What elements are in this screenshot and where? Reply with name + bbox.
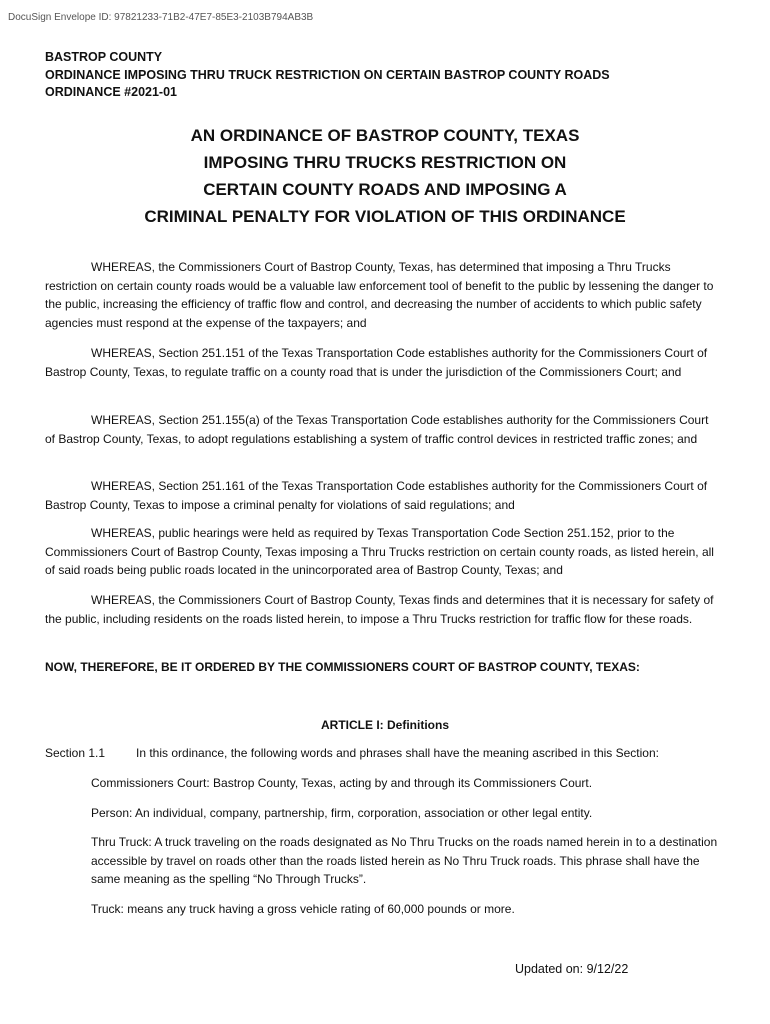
section-number: Section 1.1	[45, 746, 106, 760]
whereas-paragraph-6: WHEREAS, the Commissioners Court of Bastrop County, Texas finds and determines that it is necessary for safety of the public, including residents on the roads listed herein, to impose a Thru Trucks restriction for traffic flow for these roads.	[45, 593, 714, 626]
header-ordinance-number: ORDINANCE #2021-01	[45, 85, 177, 99]
whereas-paragraph-1: WHEREAS, the Commissioners Court of Bastrop County, Texas, has determined that imposing a Thru Trucks restriction on certain county roads would be a valuable law enforcement tool of benefit to the public by lessening the danger to the public, increasing the efficiency of traffic flow and control, and decreasing the number of accidents to which public safety agencies must respond at the expense of the taxpayers; and	[45, 260, 714, 330]
whereas-paragraph-3: WHEREAS, Section 251.155(a) of the Texas Transportation Code establishes authority for the Commissioners Court of Bastrop County, Texas, to adopt regulations establishing a system of traffic control devices in restricted traffic zones; and	[45, 413, 709, 446]
header-ordinance-subject: ORDINANCE IMPOSING THRU TRUCK RESTRICTION ON CERTAIN BASTROP COUNTY ROADS	[45, 67, 610, 82]
now-therefore-statement: NOW, THEREFORE, BE IT ORDERED BY THE COMMISSIONERS COURT OF BASTROP COUNTY, TEXAS:	[45, 660, 640, 674]
title-line-3: CERTAIN COUNTY ROADS AND IMPOSING A	[203, 180, 567, 199]
definition-person: Person: An individual, company, partnership, firm, corporation, association or other legal entity.	[91, 806, 593, 820]
updated-date: Updated on: 9/12/22	[515, 962, 629, 976]
definition-truck: Truck: means any truck having a gross vehicle rating of 60,000 pounds or more.	[91, 902, 515, 916]
docusign-envelope-id: DocuSign Envelope ID: 97821233-71B2-47E7-85E3-2103B794AB3B	[8, 12, 314, 23]
ordinance-title	[0, 122, 770, 230]
document-header	[45, 49, 610, 102]
title-line-1: AN ORDINANCE OF BASTROP COUNTY, TEXAS	[190, 126, 580, 145]
article-title: ARTICLE I: Definitions	[321, 718, 449, 732]
title-line-4: CRIMINAL PENALTY FOR VIOLATION OF THIS ORDINANCE	[144, 207, 626, 226]
section-text: In this ordinance, the following words and phrases shall have the meaning ascribed in this Section:	[136, 746, 659, 760]
whereas-paragraph-5: WHEREAS, public hearings were held as required by Texas Transportation Code Section 251.152, prior to the Commissioners Court of Bastrop County, Texas imposing a Thru Trucks restriction on certain county roads, as listed herein, all of said roads being public roads located in the unincorporated area of Bastrop County, Texas; and	[45, 526, 714, 577]
title-line-2: IMPOSING THRU TRUCKS RESTRICTION ON	[203, 153, 567, 172]
whereas-paragraph-2: WHEREAS, Section 251.151 of the Texas Transportation Code establishes authority for the Commissioners Court of Bastrop County, Texas, to regulate traffic on a county road that is under the jurisdiction of the Commissioners Court; and	[45, 346, 708, 379]
whereas-paragraph-4: WHEREAS, Section 251.161 of the Texas Transportation Code establishes authority for the Commissioners Court of Bastrop County, Texas to impose a criminal penalty for violations of said regulations; and	[45, 479, 708, 512]
definition-thru-truck: Thru Truck: A truck traveling on the roads designated as No Thru Trucks on the roads named herein in to a destination accessible by travel on roads other than the roads listed herein as No Thru Truck roads. This phrase shall have the same meaning as the spelling “No Through Trucks”.	[91, 835, 718, 886]
header-county: BASTROP COUNTY	[45, 50, 163, 64]
definition-commissioners-court: Commissioners Court: Bastrop County, Texas, acting by and through its Commissioners Court.	[91, 776, 593, 790]
